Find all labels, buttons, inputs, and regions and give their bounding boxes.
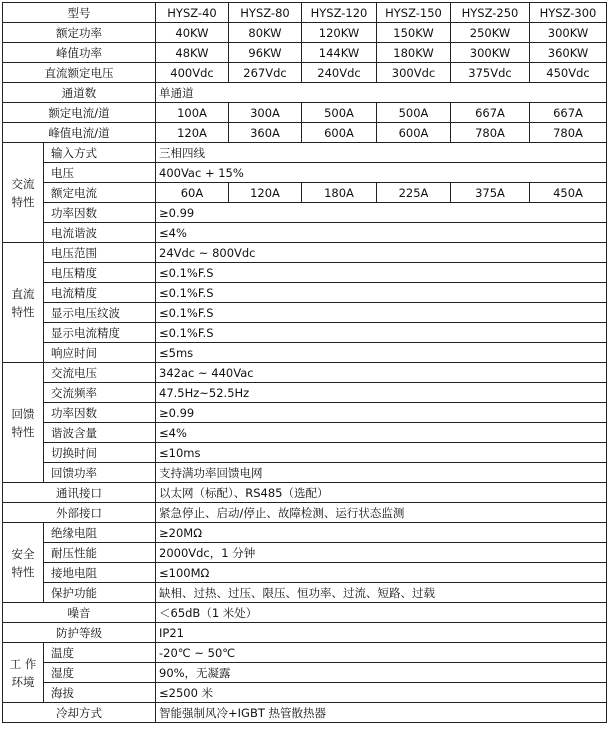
dc-rated-voltage-value: 450Vdc (530, 63, 607, 83)
ac-current-harmonic-label: 电流谐波 (44, 223, 156, 243)
environment-spec-value: ≤2500 米 (156, 683, 607, 703)
peak-power-value: 180KW (377, 43, 451, 63)
dc-spec-value: ≤0.1%F.S (156, 303, 607, 323)
feedback-spec-value: 47.5Hz~52.5Hz (156, 383, 607, 403)
safety-group-label: 安全特性 (3, 523, 44, 603)
row-environment (3, 643, 607, 663)
channels-label: 通道数 (3, 83, 156, 103)
feedback-spec-value: 支持满功率回馈电网 (156, 463, 607, 483)
safety-spec-value: ≤100MΩ (156, 563, 607, 583)
model-value: HYSZ-150 (377, 3, 451, 23)
safety-spec-value: ≥20MΩ (156, 523, 607, 543)
ac-rated-current-value: 60A (156, 183, 229, 203)
peak-current-value: 120A (156, 123, 229, 143)
dc-spec-value: ≤5ms (156, 343, 607, 363)
dc-rated-voltage-value: 300Vdc (377, 63, 451, 83)
peak-power-value: 48KW (156, 43, 229, 63)
safety-spec-label: 接地电阻 (44, 563, 156, 583)
feedback-group-label: 回馈特性 (3, 363, 44, 483)
ac-input-mode-label: 输入方式 (44, 143, 156, 163)
model-value: HYSZ-80 (229, 3, 302, 23)
row-ac-voltage (3, 163, 607, 183)
row-feedback (3, 363, 607, 383)
ac-voltage-label: 电压 (44, 163, 156, 183)
safety-spec-label: 耐压性能 (44, 543, 156, 563)
rated-power-value: 300KW (530, 23, 607, 43)
row-safety (3, 583, 607, 603)
peak-power-value: 96KW (229, 43, 302, 63)
safety-spec-value: 2000Vdc，1 分钟 (156, 543, 607, 563)
dc-rated-voltage-value: 267Vdc (229, 63, 302, 83)
environment-spec-value: 90%，无凝露 (156, 663, 607, 683)
cooling-value: 智能强制风冷+IGBT 热管散热器 (156, 703, 607, 723)
ac-rated-current-value: 375A (451, 183, 530, 203)
rated-current-label: 额定电流/道 (3, 103, 156, 123)
row-comm (3, 483, 607, 503)
dc-spec-value: ≤0.1%F.S (156, 323, 607, 343)
row-model (3, 3, 607, 23)
row-cooling (3, 703, 607, 723)
rated-power-value: 150KW (377, 23, 451, 43)
dc-spec-label: 响应时间 (44, 343, 156, 363)
ac-current-harmonic-value: ≤4% (156, 223, 607, 243)
row-dc-rated-voltage (3, 63, 607, 83)
feedback-spec-label: 谐波含量 (44, 423, 156, 443)
protection-value: IP21 (156, 623, 607, 643)
rated-current-value: 300A (229, 103, 302, 123)
channels-value: 单通道 (156, 83, 607, 103)
noise-label: 噪音 (3, 603, 156, 623)
external-value: 紧急停止、启动/停止、故障检测、运行状态监测 (156, 503, 607, 523)
dc-rated-voltage-value: 400Vdc (156, 63, 229, 83)
model-label: 型号 (3, 3, 156, 23)
row-dc (3, 263, 607, 283)
row-protection (3, 623, 607, 643)
row-environment (3, 663, 607, 683)
model-value: HYSZ-250 (451, 3, 530, 23)
ac-group-label: 交流特性 (3, 143, 44, 243)
row-environment (3, 683, 607, 703)
row-dc (3, 303, 607, 323)
safety-spec-label: 绝缘电阻 (44, 523, 156, 543)
dc-group-label: 直流特性 (3, 243, 44, 363)
safety-spec-value: 缺相、过热、过压、限压、恒功率、过流、短路、过载 (156, 583, 607, 603)
feedback-spec-value: ≤4% (156, 423, 607, 443)
model-value: HYSZ-120 (302, 3, 377, 23)
rated-power-value: 120KW (302, 23, 377, 43)
row-rated-power (3, 23, 607, 43)
cooling-label: 冷却方式 (3, 703, 156, 723)
feedback-spec-label: 切换时间 (44, 443, 156, 463)
dc-spec-value: ≤0.1%F.S (156, 283, 607, 303)
dc-spec-label: 显示电流精度 (44, 323, 156, 343)
safety-spec-label: 保护功能 (44, 583, 156, 603)
rated-power-value: 250KW (451, 23, 530, 43)
dc-rated-voltage-value: 375Vdc (451, 63, 530, 83)
row-feedback (3, 443, 607, 463)
rated-current-value: 667A (530, 103, 607, 123)
dc-rated-voltage-value: 240Vdc (302, 63, 377, 83)
row-feedback (3, 403, 607, 423)
row-safety (3, 543, 607, 563)
row-dc (3, 343, 607, 363)
environment-group-label: 工 作环境 (3, 643, 44, 703)
spec-table (2, 2, 607, 723)
feedback-spec-label: 交流电压 (44, 363, 156, 383)
rated-current-value: 500A (302, 103, 377, 123)
rated-current-value: 667A (451, 103, 530, 123)
environment-spec-label: 温度 (44, 643, 156, 663)
ac-rated-current-value: 450A (530, 183, 607, 203)
peak-power-label: 峰值功率 (3, 43, 156, 63)
ac-rated-current-value: 225A (377, 183, 451, 203)
external-label: 外部接口 (3, 503, 156, 523)
dc-spec-label: 显示电压纹波 (44, 303, 156, 323)
row-dc (3, 323, 607, 343)
comm-value: 以太网（标配）、RS485（选配） (156, 483, 607, 503)
row-feedback (3, 423, 607, 443)
dc-spec-value: ≤0.1%F.S (156, 263, 607, 283)
peak-power-value: 300KW (451, 43, 530, 63)
row-ac-input-mode (3, 143, 607, 163)
peak-current-label: 峰值电流/道 (3, 123, 156, 143)
row-feedback (3, 463, 607, 483)
feedback-spec-label: 功率因数 (44, 403, 156, 423)
row-dc (3, 283, 607, 303)
row-noise (3, 603, 607, 623)
rated-power-label: 额定功率 (3, 23, 156, 43)
row-safety (3, 523, 607, 543)
peak-current-value: 600A (302, 123, 377, 143)
comm-label: 通讯接口 (3, 483, 156, 503)
environment-spec-value: -20℃ ~ 50℃ (156, 643, 607, 663)
peak-current-value: 780A (530, 123, 607, 143)
feedback-spec-value: ≥0.99 (156, 403, 607, 423)
row-peak-power (3, 43, 607, 63)
feedback-spec-value: ≤10ms (156, 443, 607, 463)
row-rated-current (3, 103, 607, 123)
model-value: HYSZ-40 (156, 3, 229, 23)
row-external (3, 503, 607, 523)
row-channels (3, 83, 607, 103)
ac-rated-current-label: 额定电流 (44, 183, 156, 203)
ac-power-factor-label: 功率因数 (44, 203, 156, 223)
ac-input-mode-value: 三相四线 (156, 143, 607, 163)
environment-spec-label: 海拔 (44, 683, 156, 703)
feedback-spec-label: 回馈功率 (44, 463, 156, 483)
feedback-spec-label: 交流频率 (44, 383, 156, 403)
dc-spec-label: 电压精度 (44, 263, 156, 283)
environment-spec-label: 湿度 (44, 663, 156, 683)
rated-power-value: 40KW (156, 23, 229, 43)
dc-spec-value: 24Vdc ~ 800Vdc (156, 243, 607, 263)
row-ac-current-harmonic (3, 223, 607, 243)
peak-current-value: 360A (229, 123, 302, 143)
rated-current-value: 100A (156, 103, 229, 123)
row-peak-current (3, 123, 607, 143)
dc-rated-voltage-label: 直流额定电压 (3, 63, 156, 83)
peak-current-value: 780A (451, 123, 530, 143)
ac-rated-current-value: 120A (229, 183, 302, 203)
peak-current-value: 600A (377, 123, 451, 143)
noise-value: ＜65dB（1 米处） (156, 603, 607, 623)
row-ac-rated-current (3, 183, 607, 203)
row-dc (3, 243, 607, 263)
peak-power-value: 144KW (302, 43, 377, 63)
ac-rated-current-value: 180A (302, 183, 377, 203)
row-feedback (3, 383, 607, 403)
row-ac-power-factor (3, 203, 607, 223)
protection-label: 防护等级 (3, 623, 156, 643)
ac-power-factor-value: ≥0.99 (156, 203, 607, 223)
model-value: HYSZ-300 (530, 3, 607, 23)
row-safety (3, 563, 607, 583)
dc-spec-label: 电压范围 (44, 243, 156, 263)
rated-power-value: 80KW (229, 23, 302, 43)
ac-voltage-value: 400Vac + 15% (156, 163, 607, 183)
peak-power-value: 360KW (530, 43, 607, 63)
rated-current-value: 500A (377, 103, 451, 123)
dc-spec-label: 电流精度 (44, 283, 156, 303)
feedback-spec-value: 342ac ~ 440Vac (156, 363, 607, 383)
